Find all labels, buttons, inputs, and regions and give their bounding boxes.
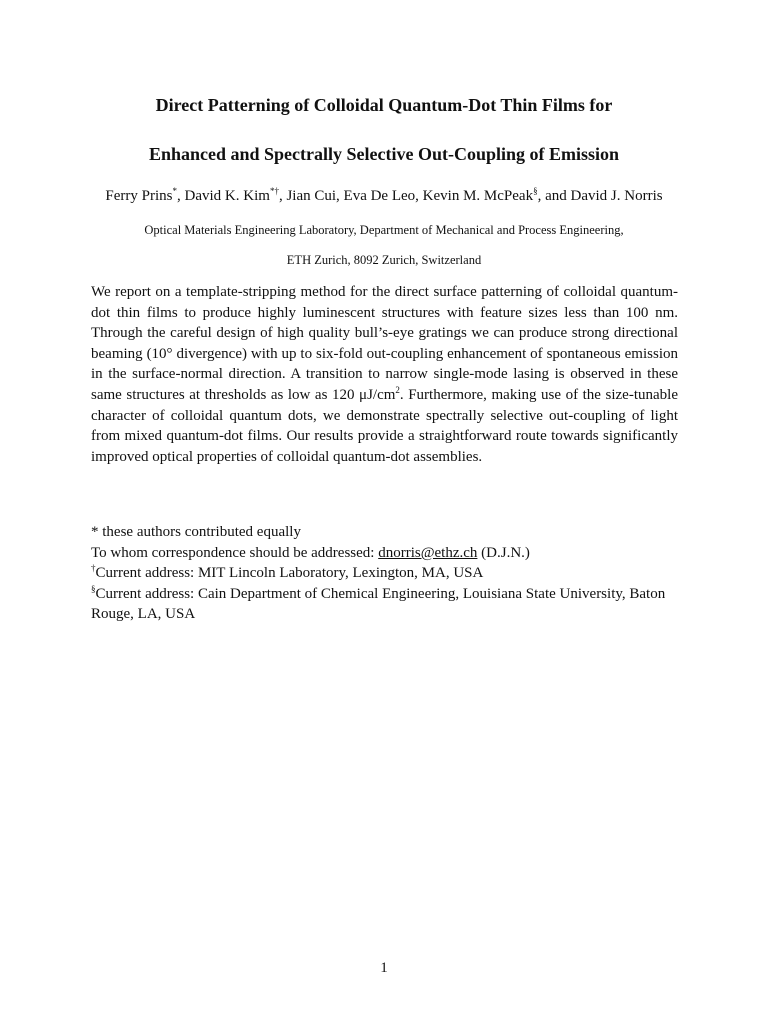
correspondence-suffix: (D.J.N.) xyxy=(477,544,530,561)
author-mark: * xyxy=(172,186,178,196)
section-mark: § xyxy=(91,583,96,594)
page-number: 1 xyxy=(380,960,388,976)
dagger-mark: † xyxy=(91,563,96,574)
affiliation-line-2: ETH Zurich, 8092 Zurich, Switzerland xyxy=(286,253,482,267)
author-name: Kevin M. McPeak xyxy=(422,188,534,204)
email-link[interactable]: dnorris@ethz.ch xyxy=(378,544,478,561)
dagger-address-note xyxy=(91,563,681,584)
author-separator: , xyxy=(278,188,287,204)
abstract-text-1: We report on a template-stripping method for the direct surface patterning of colloidal quantum-dot thin films to produce highly luminescent structures with feature sizes less than 100 nm. Through the careful design of high quality bull’s-eye gratings we can produce strong directional beaming (10° divergence) with up to six-fold out-coupling enhancement of spontaneous emission in the surface-normal direction. A transition to narrow single-mode lasing is observed in these same structures at thresholds as low as 120 μJ/cm xyxy=(91,284,678,403)
author-separator: , and xyxy=(537,188,571,204)
author-mark: § xyxy=(533,186,538,196)
abstract xyxy=(91,282,678,467)
author-separator: , xyxy=(415,188,423,204)
paper-title-line-2: Enhanced and Spectrally Selective Out-Coupling of Emission xyxy=(148,144,620,164)
equal-contribution-note: * these authors contributed equally xyxy=(91,524,301,540)
author-name: David K. Kim xyxy=(184,188,270,204)
author-name: Ferry Prins xyxy=(105,188,173,204)
dagger-address-text: Current address: MIT Lincoln Laboratory, Lexington, MA, USA xyxy=(95,565,484,582)
abstract-text-2: . Furthermore, making use of the size-tunable character of colloidal quantum dots, we demonstrate spectrally selective out-coupling of light from mixed quantum-dot films. Our results provide a straightforward route towards significantly improved optical properties of colloidal quantum-dot assemblies. xyxy=(91,386,678,465)
author-separator: , xyxy=(336,188,344,204)
paper-title-line-1: Direct Patterning of Colloidal Quantum-Dot Thin Films for xyxy=(155,95,613,115)
section-address-note xyxy=(91,584,681,625)
author-name: Jian Cui xyxy=(286,188,337,204)
author-list xyxy=(60,186,708,206)
correspondence-prefix: To whom correspondence should be addressed: xyxy=(91,544,379,561)
section-address-text: Current address: Cain Department of Chemical Engineering, Louisiana State University, Baton Rouge, LA, USA xyxy=(91,585,666,623)
author-separator: , xyxy=(177,188,185,204)
footnotes xyxy=(91,522,681,625)
author-name: Eva De Leo xyxy=(343,188,416,204)
correspondence-note xyxy=(91,543,681,564)
abstract-superscript: 2 xyxy=(395,384,400,395)
author-name: David J. Norris xyxy=(570,188,663,204)
affiliation-line-1: Optical Materials Engineering Laboratory, Department of Mechanical and Process Engineering, xyxy=(144,223,624,237)
author-mark: *† xyxy=(269,186,279,196)
